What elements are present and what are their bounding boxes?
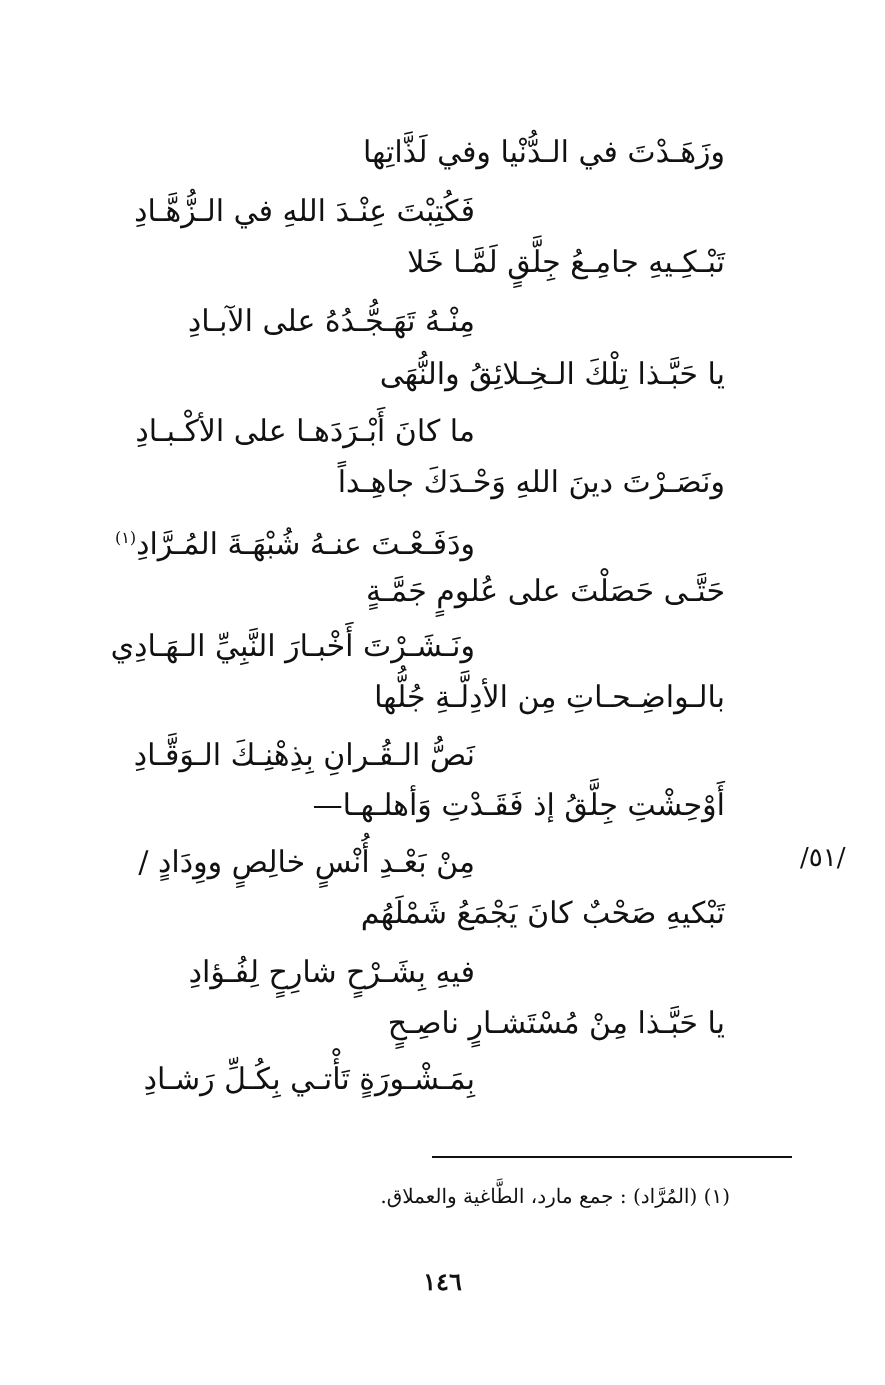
verse-line-11: بالـواضِـحـاتِ مِن الأدِلَّـةِ جُلُّها	[374, 680, 725, 715]
verse-line-10: ونَـشَـرْتَ أَخْبـارَ النَّبِيِّ الـهَـادِي	[110, 629, 475, 664]
footnote-separator	[432, 1156, 792, 1158]
verse-line-3: تَبْـكِـيهِ جامِـعُ جِلَّقٍ لَمَّـا خَلا	[407, 245, 725, 280]
page-number: ١٤٦	[423, 1267, 462, 1296]
verse-line-16: فيهِ بِشَـرْحٍ شارِحٍ لِفُـؤادِ	[188, 955, 475, 990]
verse-line-8-text: ودَفَـعْـتَ عنـهُ شُبْهَـةَ المُـرَّادِ	[136, 527, 475, 562]
verse-line-17: يا حَبَّـذا مِنْ مُسْتَشـارٍ ناصِـحٍ	[387, 1006, 725, 1041]
verse-line-4: مِنْـهُ تَهَـجُّـدُهُ على الآبـادِ	[187, 304, 475, 339]
footnote: (١) (المُرَّاد) : جمع مارد، الطَّاغية والعملاق.	[380, 1184, 730, 1208]
footnote-reference: (١)	[115, 528, 137, 547]
verse-line-5: يا حَبَّـذا تِلْكَ الـخِـلائِقُ والنُّهَى	[379, 357, 725, 392]
verse-line-7: ونَصَـرْتَ دينَ اللهِ وَحْـدَكَ جاهِـداً	[337, 465, 725, 500]
verse-line-8	[115, 518, 475, 565]
verse-line-6: ما كانَ أَبْـرَدَهـا على الأكْـبـادِ	[135, 414, 475, 449]
verse-line-18: بِمَـشْـورَةٍ تَأْتـي بِكُـلِّ رَشـادِ	[143, 1062, 475, 1097]
margin-folio-marker: /٥١/	[800, 843, 846, 873]
verse-line-13: أَوْحِشْتِ جِلَّقُ إذ فَقَـدْتِ وَأهلـهـا—	[312, 788, 725, 823]
verse-line-1: وزَهَـدْتَ في الـدُّنْيا وفي لَذَّاتِها	[363, 135, 725, 170]
verse-line-14: مِنْ بَعْـدِ أُنْسٍ خالِصٍ ووِدَادٍ /	[138, 845, 475, 880]
verse-line-12: نَصُّ الـقُـرانِ بِذِهْنِـكَ الـوَقَّـادِ	[133, 738, 475, 773]
verse-line-2: فَكُتِبْتَ عِنْـدَ اللهِ في الـزُّهَّـادِ	[134, 194, 475, 229]
verse-line-9: حَتَّـى حَصَلْتَ على عُلومٍ جَمَّـةٍ	[366, 574, 725, 609]
verse-line-15: تَبْكيهِ صَحْبٌ كانَ يَجْمَعُ شَمْلَهُم	[360, 896, 725, 931]
